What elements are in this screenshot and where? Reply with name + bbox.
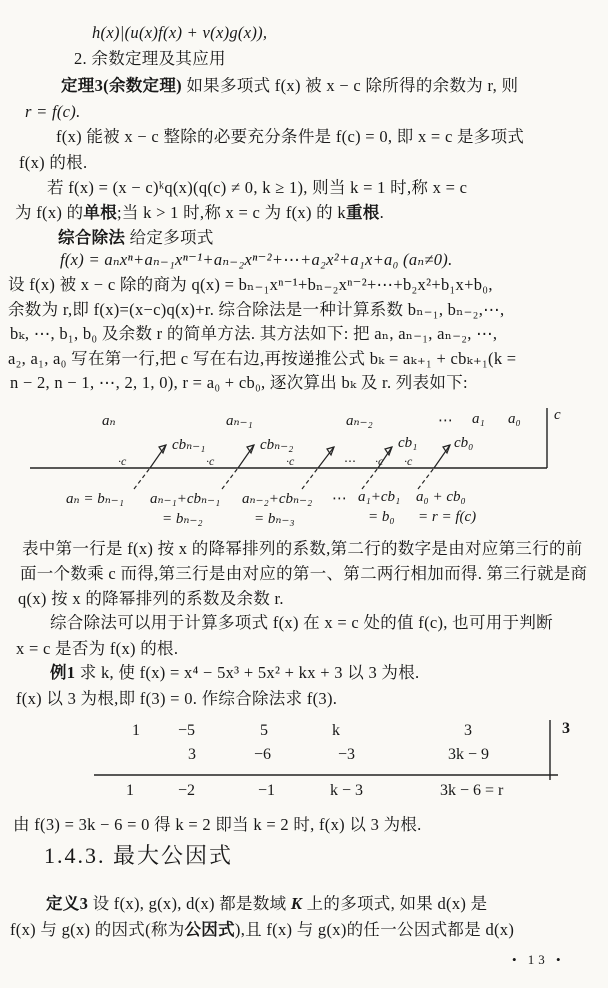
subheading-remainder-theorem	[74, 49, 226, 69]
text-segment: 设 f(x), g(x), d(x) 都是数域	[88, 894, 291, 913]
t2-coefficient: 5	[260, 722, 268, 739]
paragraph-table-explain-line3	[18, 589, 284, 609]
paragraph-roots-line1	[47, 178, 467, 198]
t2-carry-term: −6	[254, 746, 272, 763]
section-heading-text: 1.4.3. 最大公因式	[44, 843, 234, 868]
t2-result: −2	[178, 782, 196, 799]
example1-line2	[16, 689, 337, 709]
t2-coefficient: k	[332, 722, 340, 739]
t1-coefficient: aₙ	[102, 413, 116, 429]
t1-result: = b₀	[368, 509, 395, 525]
paragraph-text: 面一个数乘 c 而得,第三行是由对应的第一、第二两行相加而得. 第三行就是商	[20, 564, 588, 583]
paragraph-text: bₖ, ⋯, b₁, b₀ 及余数 r 的简单方法. 其方法如下: 把 aₙ, aₙ₋₁, aₙ₋₂, ⋯,	[10, 324, 498, 343]
theorem3-line1	[61, 76, 518, 96]
definition3-label: 定义3	[46, 894, 89, 913]
t1-carry-term: cbₙ₋₁	[172, 437, 206, 453]
t1-sum: aₙ₋₂+cbₙ₋₂	[242, 491, 313, 507]
t2-coefficient: 3	[464, 722, 472, 739]
t2-carry-term: 3	[188, 746, 196, 763]
t2-coefficient: 1	[132, 722, 140, 739]
t1-ellipsis: ⋯	[438, 413, 453, 429]
paragraph-method-line4	[8, 349, 516, 369]
example1-line1	[50, 663, 419, 683]
subheading-text: 2. 余数定理及其应用	[74, 49, 226, 68]
t1-coefficient: a₁	[472, 411, 485, 427]
t2-result: k − 3	[330, 782, 364, 799]
theorem3-conclusion: r = f(c).	[25, 102, 81, 121]
t1-multiplier-label: ·c	[118, 454, 127, 468]
theorem3-label: 定理3(余数定理)	[61, 76, 182, 95]
t1-result: = bₙ₋₂	[162, 511, 203, 527]
t1-ellipsis: ⋯	[332, 491, 347, 507]
text-segment: 上的多项式, 如果 d(x) 是	[302, 894, 488, 913]
section-heading-gcd	[44, 843, 234, 868]
page-number-text: • 13 •	[512, 952, 565, 967]
intro-text: 给定多项式	[125, 228, 214, 247]
formula-polynomial-f	[60, 250, 453, 270]
t1-coefficient: aₙ₋₂	[346, 413, 373, 429]
paragraph-text: 若 f(x) = (x − c)ᵏq(x)(q(c) ≠ 0, k ≥ 1), 则当 k = 1 时,称 x = c	[47, 178, 468, 197]
page-number	[512, 950, 565, 970]
t2-result: 1	[126, 782, 134, 799]
paragraph-text: q(x) 按 x 的降幂排列的系数及余数 r.	[18, 589, 284, 608]
definition3-line2	[10, 920, 514, 940]
paragraph-text: 设 f(x) 被 x − c 除的商为 q(x) = bₙ₋₁xⁿ⁻¹+bₙ₋₂xⁿ⁻²+⋯+b₂x²+b₁x+b₀,	[8, 275, 493, 294]
formula-divisibility	[92, 23, 267, 43]
example1-text: f(x) 以 3 为根,即 f(3) = 0. 作综合除法求 f(3).	[16, 689, 338, 708]
synthetic-division-label: 综合除法	[58, 228, 126, 247]
paragraph-text: 综合除法可以用于计算多项式 f(x) 在 x = c 处的值 f(c), 也可用于判断	[50, 613, 553, 632]
t1-result-remainder: = r = f(c)	[418, 509, 477, 525]
t1-multiplier-label: ·c	[375, 454, 384, 468]
paragraph-method-line1	[8, 275, 493, 295]
term-multiple-root: 重根	[345, 203, 380, 222]
term-simple-root: 单根	[83, 203, 117, 222]
paragraph-method-line2	[8, 300, 504, 320]
paragraph-method-line3	[10, 324, 497, 344]
t1-carry-term: cb₁	[398, 435, 418, 451]
paragraph-table-explain-line1	[22, 539, 583, 559]
example1-label: 例1	[50, 663, 76, 682]
t1-multiplier-label: ·c	[404, 454, 413, 468]
formula-text: f(x) = aₙxⁿ+aₙ₋₁xⁿ⁻¹+aₙ₋₂xⁿ⁻²+⋯+a₂x²+a₁x+a₀ (aₙ≠0).	[60, 250, 453, 269]
t1-multiplier-ellipsis: ⋯	[344, 454, 356, 468]
paragraph-text: x = c 是否为 f(x) 的根.	[16, 639, 179, 658]
paragraph-method-line5	[10, 373, 468, 393]
definition3-line1	[46, 894, 487, 914]
paragraph-text: f(x) 的根.	[19, 153, 88, 172]
example1-text: 求 k, 使 f(x) = x⁴ − 5x³ + 5x² + kx + 3 以 3 为根.	[75, 663, 420, 682]
example1-conclusion	[13, 815, 422, 835]
paragraph-text: f(x) 能被 x − c 整除的必要充分条件是 f(c) = 0, 即 x = c 是多项式	[56, 127, 525, 146]
paragraph-usage-line1	[50, 613, 553, 633]
text-segment: ;当 k > 1 时,称 x = c 为 f(x) 的 k	[117, 203, 346, 222]
synthetic-division-table-example	[92, 718, 592, 804]
t1-multiplier-label: ·c	[206, 454, 215, 468]
formula-text: h(x)|(u(x)f(x) + v(x)g(x)),	[92, 23, 268, 42]
text-segment: f(x) 与 g(x) 的因式(称为	[10, 920, 185, 939]
t2-carry-term: −3	[338, 746, 356, 763]
paragraph-roots-line2	[15, 203, 384, 223]
t1-carry-term: cb₀	[454, 435, 474, 451]
field-symbol: K	[290, 894, 303, 913]
t1-divisor: c	[554, 407, 561, 423]
paragraph-text: n − 2, n − 1, ⋯, 2, 1, 0), r = a₀ + cb₀, 逐次算出 bₖ 及 r. 列表如下:	[10, 373, 468, 392]
synthetic-division-intro	[58, 228, 214, 248]
term-common-factor: 公因式	[184, 920, 235, 939]
t2-carry-term: 3k − 9	[448, 746, 490, 763]
t1-sum: aₙ₋₁+cbₙ₋₁	[150, 491, 221, 507]
text-segment: ),且 f(x) 与 g(x)的任一公因式都是 d(x)	[234, 920, 515, 939]
t2-result: −1	[258, 782, 276, 799]
text-segment: 为 f(x) 的	[15, 203, 84, 222]
t1-carry-term: cbₙ₋₂	[260, 437, 294, 453]
t1-multiplier-label: ·c	[286, 454, 295, 468]
t1-coefficient: a₀	[508, 411, 521, 427]
theorem3-line2	[25, 102, 81, 122]
paragraph-condition-line2	[19, 153, 87, 173]
t1-sum: a₁+cb₁	[358, 489, 401, 505]
t1-result: = bₙ₋₃	[254, 511, 295, 527]
paragraph-text: a₂, a₁, a₀ 写在第一行,把 c 写在右边,再按递推公式 bₖ = aₖ₊₁ + cbₖ₊₁(k =	[8, 349, 517, 368]
synthetic-division-table-general	[30, 405, 578, 533]
paragraph-table-explain-line2	[20, 564, 587, 584]
text-segment: .	[379, 203, 384, 222]
t1-sum: a₀ + cb₀	[416, 489, 466, 505]
theorem3-text: 如果多项式 f(x) 被 x − c 除所得的余数为 r, 则	[181, 76, 519, 95]
t2-coefficient: −5	[178, 722, 196, 739]
t2-result-remainder: 3k − 6 = r	[440, 782, 504, 799]
paragraph-text: 由 f(3) = 3k − 6 = 0 得 k = 2 即当 k = 2 时, f(x) 以 3 为根.	[13, 815, 422, 834]
paragraph-text: 表中第一行是 f(x) 按 x 的降幂排列的系数,第二行的数字是由对应第三行的前	[22, 539, 583, 558]
t1-coefficient: aₙ₋₁	[226, 413, 253, 429]
t2-divisor: 3	[562, 720, 570, 737]
paragraph-text: 余数为 r,即 f(x)=(x−c)q(x)+r. 综合除法是一种计算系数 bₙ₋₁, bₙ₋₂,⋯,	[8, 300, 505, 319]
paragraph-condition-line1	[56, 127, 524, 147]
t1-sum: aₙ = bₙ₋₁	[66, 491, 124, 507]
paragraph-usage-line2	[16, 639, 178, 659]
